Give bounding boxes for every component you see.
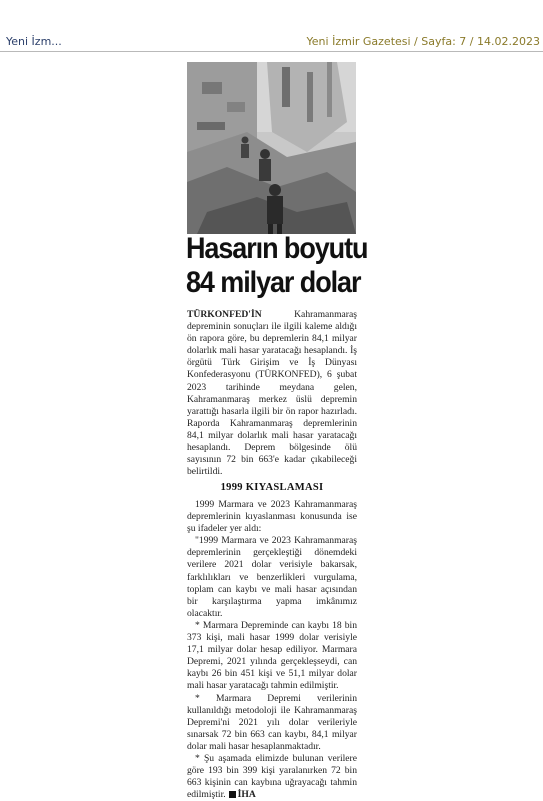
intro-paragraph [187, 309, 357, 478]
body-paragraph-last [187, 753, 357, 801]
body-paragraph: * Marmara Depremi verilerinin kullanıldığı metodoloji ile Kahramanmaraş Depremi'ni 2021 yılı dolar verileriyle sınarsak 72 bin 663 can kaybı, 84,1 milyar dolar mali hasar hesaplanmaktadır. [187, 692, 357, 752]
body-paragraph: 1999 Marmara ve 2023 Kahramanmaraş depremlerinin kıyaslanması konusunda ise şu ifadeler yer aldı: [187, 499, 357, 535]
headline-line-1: Hasarın boyutu [186, 232, 368, 265]
agency-signature: İHA [237, 789, 256, 801]
earthquake-rubble-photo [187, 62, 356, 234]
rubble-photo-illustration [187, 62, 356, 234]
header-publication-info: Yeni İzmir Gazetesi / Sayfa: 7 / 14.02.2023 [306, 35, 540, 48]
end-square-icon [229, 791, 236, 798]
header-divider [0, 51, 543, 52]
body-paragraph: "1999 Marmara ve 2023 Kahramanmaraş depremlerinin gerçekleştiği dönemdeki verilere 2021 dolar verisiyle bakarsak, farklılıkları ve benzerlikleri vurgulama, toplam can kaybı ve mali hasar açısından bir karşılaştırma yapma imkânımız olacaktır. [187, 535, 357, 619]
last-paragraph-text: * Şu aşamada elimizde bulunan verilere göre 193 bin 399 kişi yaralanırken 72 bin 663 kişinin can kaybına uğrayacağı tahmin edilmiştir. [187, 752, 357, 801]
headline-line-2: 84 milyar dolar [186, 266, 361, 299]
intro-lead: TÜRKONFED'İN [187, 309, 262, 320]
article-body [187, 499, 357, 801]
header-source-short: Yeni İzm... [6, 35, 62, 48]
section-subhead: 1999 KIYASLAMASI [220, 482, 324, 493]
article-intro [187, 309, 357, 478]
article-headline [186, 232, 368, 300]
body-paragraph: * Marmara Depreminde can kaybı 18 bin 373 kişi, mali hasar 1999 dolar verisiyle 17,1 milyar dolar hesap ediliyor. Marmara Depremi, 2021 yılında gerçekleşseydi, can kaybı 26 bin 451 kişi ve 51,1 milyar dolar mali hasar yaratacağı tahmin edilmiştir. [187, 619, 357, 692]
page-header [0, 0, 543, 52]
intro-text: Kahramanmaraş depreminin sonuçları ile ilgili kaleme aldığı ön rapora göre, bu depremlerin 84,1 milyar dolarlık mali hasar yaratacağı hesaplandı. İş örgütü Türk Girişim ve İş Dünyası Konfederasyonu (TÜRKONFED), 6 şubat 2023 tarihinde meydana gelen, Kahramanmaraş merkez üslü depremin yarattığı hasarla ilgili bir ön rapor hazırladı. Raporda Kahramanmaraş depremlerinin 84,1 milyar dolarlık mali hasar yaratacağı hesaplandı. Deprem bölgesinde ölü sayısının 72 bin 663'e kadar çıkabileceği belirtildi. [187, 309, 357, 478]
